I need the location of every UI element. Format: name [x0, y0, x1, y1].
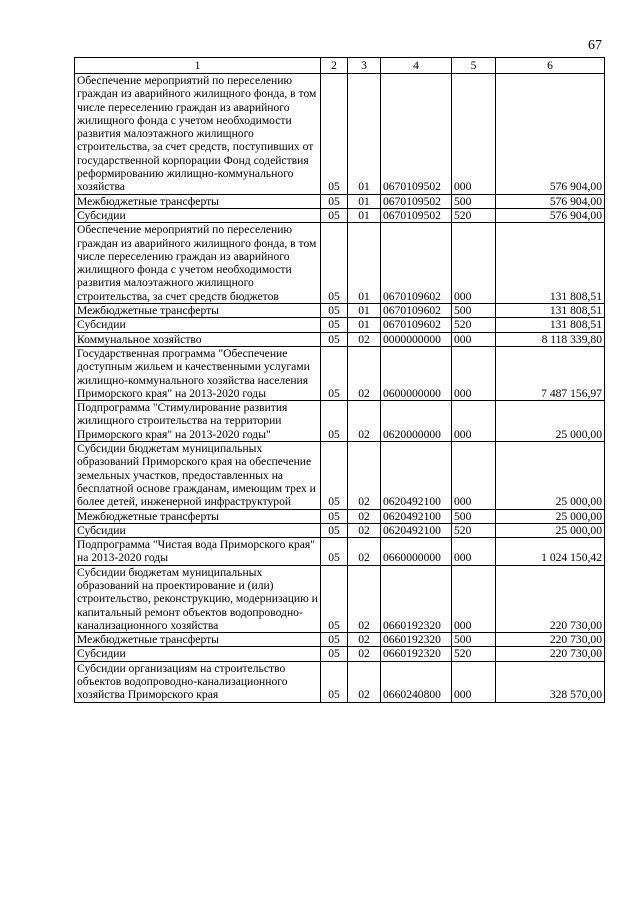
- subsection-code-cell: 02: [348, 332, 381, 346]
- target-article-code-cell: 0670109602: [381, 223, 452, 304]
- section-code-cell: 05: [321, 74, 348, 195]
- budget-table: [74, 57, 605, 703]
- row-name-cell: Межбюджетные трансферты: [75, 194, 321, 208]
- row-name-cell: Коммунальное хозяйство: [75, 332, 321, 346]
- expense-type-code-cell: 520: [452, 208, 496, 222]
- amount-cell: 8 118 339,80: [496, 332, 605, 346]
- expense-type-code-cell: 000: [452, 401, 496, 442]
- expense-type-code-cell: 000: [452, 442, 496, 509]
- table-header-row: [75, 58, 605, 74]
- column-header: 3: [348, 58, 381, 74]
- target-article-code-cell: 0620492100: [381, 523, 452, 537]
- section-code-cell: 05: [321, 401, 348, 442]
- table-row: [75, 401, 605, 442]
- target-article-code-cell: 0620492100: [381, 442, 452, 509]
- amount-cell: 25 000,00: [496, 442, 605, 509]
- target-article-code-cell: 0660192320: [381, 647, 452, 661]
- expense-type-code-cell: 000: [452, 538, 496, 566]
- section-code-cell: 05: [321, 332, 348, 346]
- target-article-code-cell: 0670109602: [381, 318, 452, 332]
- row-name-cell: Межбюджетные трансферты: [75, 509, 321, 523]
- section-code-cell: 05: [321, 304, 348, 318]
- row-name-cell: Подпрограмма "Стимулирование развития жилищного строительства на территории Приморского края" на 2013-2020 годы": [75, 401, 321, 442]
- target-article-code-cell: 0670109602: [381, 304, 452, 318]
- section-code-cell: 05: [321, 647, 348, 661]
- amount-cell: 576 904,00: [496, 194, 605, 208]
- amount-cell: 131 808,51: [496, 304, 605, 318]
- expense-type-code-cell: 500: [452, 304, 496, 318]
- amount-cell: 220 730,00: [496, 647, 605, 661]
- target-article-code-cell: 0660192320: [381, 633, 452, 647]
- column-header: 4: [381, 58, 452, 74]
- subsection-code-cell: 01: [348, 208, 381, 222]
- table-row: [75, 538, 605, 566]
- table-row: [75, 661, 605, 702]
- table-row: [75, 318, 605, 332]
- section-code-cell: 05: [321, 223, 348, 304]
- section-code-cell: 05: [321, 208, 348, 222]
- target-article-code-cell: 0000000000: [381, 332, 452, 346]
- column-header: 6: [496, 58, 605, 74]
- subsection-code-cell: 01: [348, 194, 381, 208]
- expense-type-code-cell: 500: [452, 509, 496, 523]
- row-name-cell: Субсидии организациям на строительство объектов водопроводно-канализационного хозяйства Приморского края: [75, 661, 321, 702]
- row-name-cell: Субсидии: [75, 523, 321, 537]
- subsection-code-cell: 02: [348, 346, 381, 400]
- target-article-code-cell: 0660192320: [381, 565, 452, 632]
- subsection-code-cell: 02: [348, 523, 381, 537]
- section-code-cell: 05: [321, 661, 348, 702]
- section-code-cell: 05: [321, 538, 348, 566]
- target-article-code-cell: 0670109502: [381, 194, 452, 208]
- expense-type-code-cell: 000: [452, 346, 496, 400]
- amount-cell: 25 000,00: [496, 523, 605, 537]
- expense-type-code-cell: 520: [452, 523, 496, 537]
- section-code-cell: 05: [321, 194, 348, 208]
- target-article-code-cell: 0670109502: [381, 74, 452, 195]
- expense-type-code-cell: 000: [452, 332, 496, 346]
- expense-type-code-cell: 000: [452, 661, 496, 702]
- target-article-code-cell: 0660000000: [381, 538, 452, 566]
- subsection-code-cell: 02: [348, 647, 381, 661]
- table-row: [75, 565, 605, 632]
- table-row: [75, 208, 605, 222]
- row-name-cell: Межбюджетные трансферты: [75, 304, 321, 318]
- amount-cell: 25 000,00: [496, 509, 605, 523]
- row-name-cell: Межбюджетные трансферты: [75, 633, 321, 647]
- row-name-cell: Субсидии: [75, 318, 321, 332]
- table-row: [75, 633, 605, 647]
- row-name-cell: Обеспечение мероприятий по переселению граждан из аварийного жилищного фонда, в том числе переселению граждан из аварийного жилищного фонда с учетом необходимости развития малоэтажного жилищного строительства, за счет средств, поступивших от государственной корпорации Фонд содействия реформированию жилищно-коммунального хозяйства: [75, 74, 321, 195]
- row-name-cell: Обеспечение мероприятий по переселению граждан из аварийного жилищного фонда, в том числе переселению граждан из аварийного жилищного фонда с учетом необходимости развития малоэтажного жилищного строительства, за счет средств бюджетов: [75, 223, 321, 304]
- section-code-cell: 05: [321, 565, 348, 632]
- table-row: [75, 332, 605, 346]
- expense-type-code-cell: 500: [452, 194, 496, 208]
- target-article-code-cell: 0660240800: [381, 661, 452, 702]
- table-row: [75, 194, 605, 208]
- section-code-cell: 05: [321, 346, 348, 400]
- section-code-cell: 05: [321, 442, 348, 509]
- column-header: 2: [321, 58, 348, 74]
- target-article-code-cell: 0670109502: [381, 208, 452, 222]
- table-row: [75, 223, 605, 304]
- subsection-code-cell: 02: [348, 509, 381, 523]
- subsection-code-cell: 01: [348, 318, 381, 332]
- amount-cell: 1 024 150,42: [496, 538, 605, 566]
- page-number: 67: [588, 38, 602, 53]
- expense-type-code-cell: 000: [452, 74, 496, 195]
- row-name-cell: Подпрограмма "Чистая вода Приморского края" на 2013-2020 годы: [75, 538, 321, 566]
- amount-cell: 328 570,00: [496, 661, 605, 702]
- expense-type-code-cell: 000: [452, 223, 496, 304]
- subsection-code-cell: 02: [348, 401, 381, 442]
- target-article-code-cell: 0620492100: [381, 509, 452, 523]
- table-row: [75, 442, 605, 509]
- section-code-cell: 05: [321, 523, 348, 537]
- section-code-cell: 05: [321, 633, 348, 647]
- subsection-code-cell: 01: [348, 304, 381, 318]
- subsection-code-cell: 01: [348, 223, 381, 304]
- amount-cell: 131 808,51: [496, 318, 605, 332]
- table-row: [75, 647, 605, 661]
- subsection-code-cell: 02: [348, 633, 381, 647]
- row-name-cell: Субсидии: [75, 647, 321, 661]
- table-row: [75, 509, 605, 523]
- subsection-code-cell: 01: [348, 74, 381, 195]
- target-article-code-cell: 0600000000: [381, 346, 452, 400]
- column-header: 1: [75, 58, 321, 74]
- column-header: 5: [452, 58, 496, 74]
- expense-type-code-cell: 500: [452, 633, 496, 647]
- row-name-cell: Государственная программа "Обеспечение доступным жильем и качественными услугами жилищно-коммунального хозяйства населения Приморского края" на 2013-2020 годы: [75, 346, 321, 400]
- table-row: [75, 74, 605, 195]
- row-name-cell: Субсидии бюджетам муниципальных образований на проектирование и (или) строительство, реконструкцию, модернизацию и капитальный ремонт объектов водопроводно-канализационного хозяйства: [75, 565, 321, 632]
- amount-cell: 7 487 156,97: [496, 346, 605, 400]
- section-code-cell: 05: [321, 509, 348, 523]
- expense-type-code-cell: 000: [452, 565, 496, 632]
- subsection-code-cell: 02: [348, 661, 381, 702]
- amount-cell: 576 904,00: [496, 208, 605, 222]
- amount-cell: 576 904,00: [496, 74, 605, 195]
- table-row: [75, 304, 605, 318]
- subsection-code-cell: 02: [348, 565, 381, 632]
- section-code-cell: 05: [321, 318, 348, 332]
- amount-cell: 220 730,00: [496, 565, 605, 632]
- row-name-cell: Субсидии: [75, 208, 321, 222]
- expense-type-code-cell: 520: [452, 318, 496, 332]
- subsection-code-cell: 02: [348, 538, 381, 566]
- expense-type-code-cell: 520: [452, 647, 496, 661]
- subsection-code-cell: 02: [348, 442, 381, 509]
- row-name-cell: Субсидии бюджетам муниципальных образований Приморского края на обеспечение земельных участков, предоставленных на бесплатной основе гражданам, имеющим трех и более детей, инженерной инфраструктурой: [75, 442, 321, 509]
- table-row: [75, 523, 605, 537]
- target-article-code-cell: 0620000000: [381, 401, 452, 442]
- amount-cell: 220 730,00: [496, 633, 605, 647]
- amount-cell: 131 808,51: [496, 223, 605, 304]
- table-row: [75, 346, 605, 400]
- amount-cell: 25 000,00: [496, 401, 605, 442]
